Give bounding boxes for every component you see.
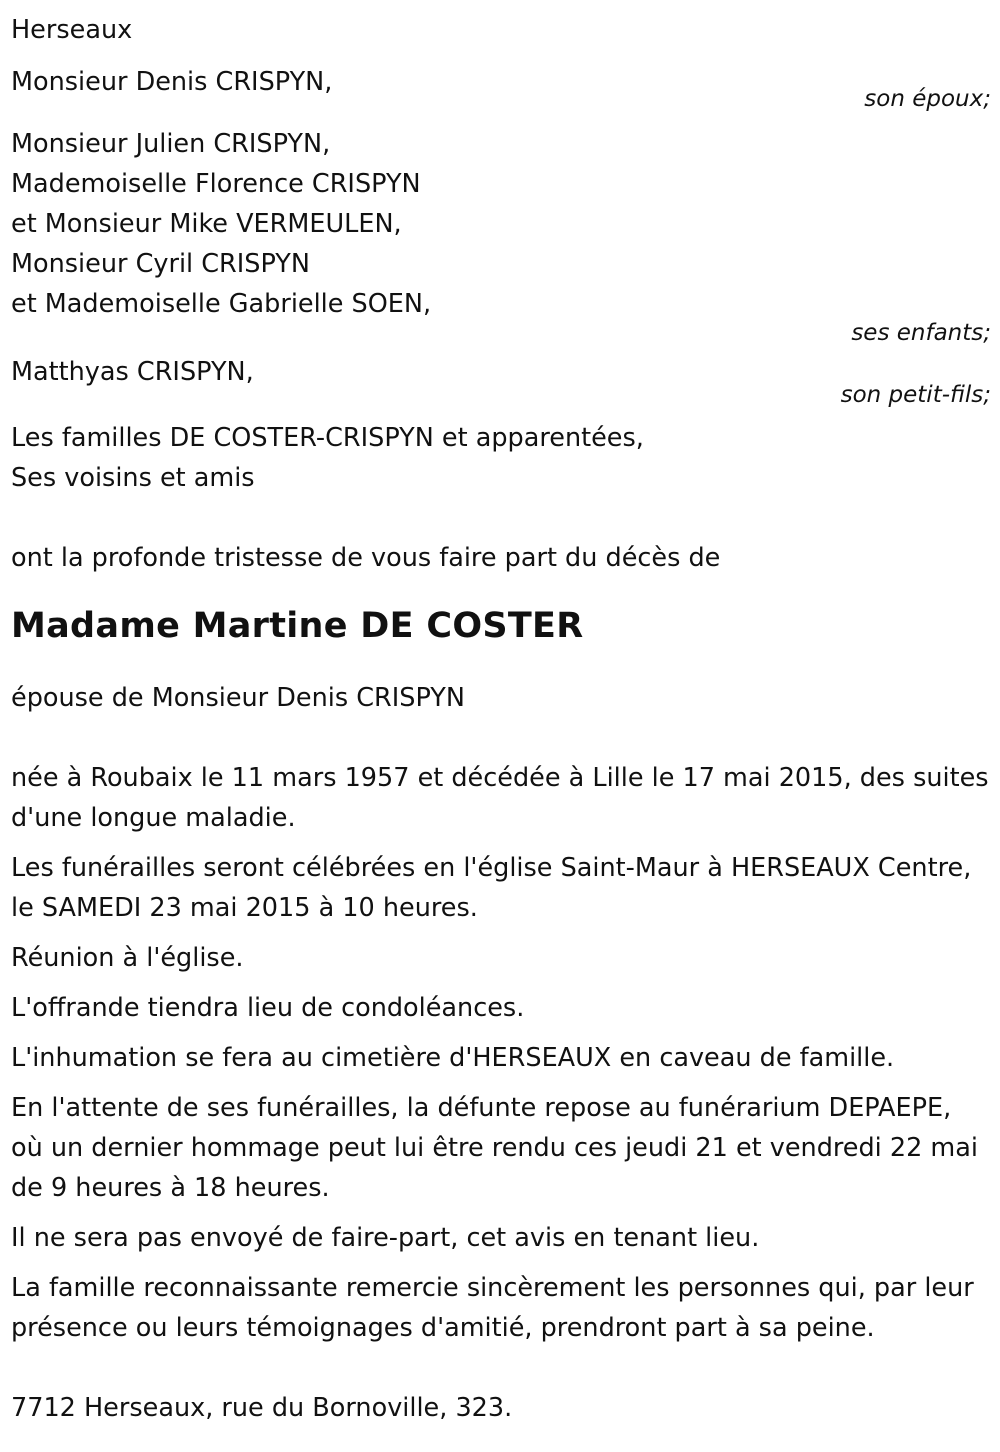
child-line: et Monsieur Mike VERMEULEN, — [11, 209, 402, 239]
birth-death-paragraph: née à Roubaix le 11 mars 1957 et décédée à Lille le 17 mai 2015, des suites d'une longue maladie. — [11, 763, 989, 833]
child-line: Monsieur Julien CRISPYN, — [11, 129, 331, 159]
offering-paragraph: L'offrande tiendra lieu de condoléances. — [11, 993, 525, 1023]
children-role: ses enfants; — [851, 320, 991, 346]
thanks-paragraph: La famille reconnaissante remercie sincèrement les personnes qui, par leur présence ou leurs témoignages d'amitié, prendront part à sa peine. — [11, 1273, 974, 1343]
spouse-role: son époux; — [864, 86, 991, 112]
no-card-paragraph: Il ne sera pas envoyé de faire-part, cet avis en tenant lieu. — [11, 1223, 760, 1253]
announcement-text: ont la profonde tristesse de vous faire part du décès de — [11, 543, 721, 573]
spouse-line: Monsieur Denis CRISPYN, — [11, 67, 333, 97]
grandchild-line: Matthyas CRISPYN, — [11, 357, 254, 387]
grandchild-role: son petit-fils; — [840, 382, 991, 408]
burial-paragraph: L'inhumation se fera au cimetière d'HERSEAUX en caveau de famille. — [11, 1043, 895, 1073]
relatives-line: Les familles DE COSTER-CRISPYN et apparentées, — [11, 423, 644, 453]
child-line: Monsieur Cyril CRISPYN — [11, 249, 310, 279]
obituary-notice — [11, 10, 991, 1428]
funerarium-paragraph: En l'attente de ses funérailles, la défunte repose au funérarium DEPAEPE, où un dernier hommage peut lui être rendu ces jeudi 21 et vendredi 22 mai de 9 heures à 18 heures. — [11, 1093, 978, 1203]
spouse-of-text: épouse de Monsieur Denis CRISPYN — [11, 683, 465, 713]
meeting-paragraph: Réunion à l'église. — [11, 943, 244, 973]
place-heading: Herseaux — [11, 15, 133, 45]
friends-line: Ses voisins et amis — [11, 463, 255, 493]
address-line: 7712 Herseaux, rue du Bornoville, 323. — [11, 1393, 513, 1423]
child-line: Mademoiselle Florence CRISPYN — [11, 169, 421, 199]
funeral-paragraph: Les funérailles seront célébrées en l'église Saint-Maur à HERSEAUX Centre, le SAMEDI 23 mai 2015 à 10 heures. — [11, 853, 972, 923]
deceased-name: Madame Martine DE COSTER — [11, 606, 584, 646]
child-line: et Mademoiselle Gabrielle SOEN, — [11, 289, 432, 319]
